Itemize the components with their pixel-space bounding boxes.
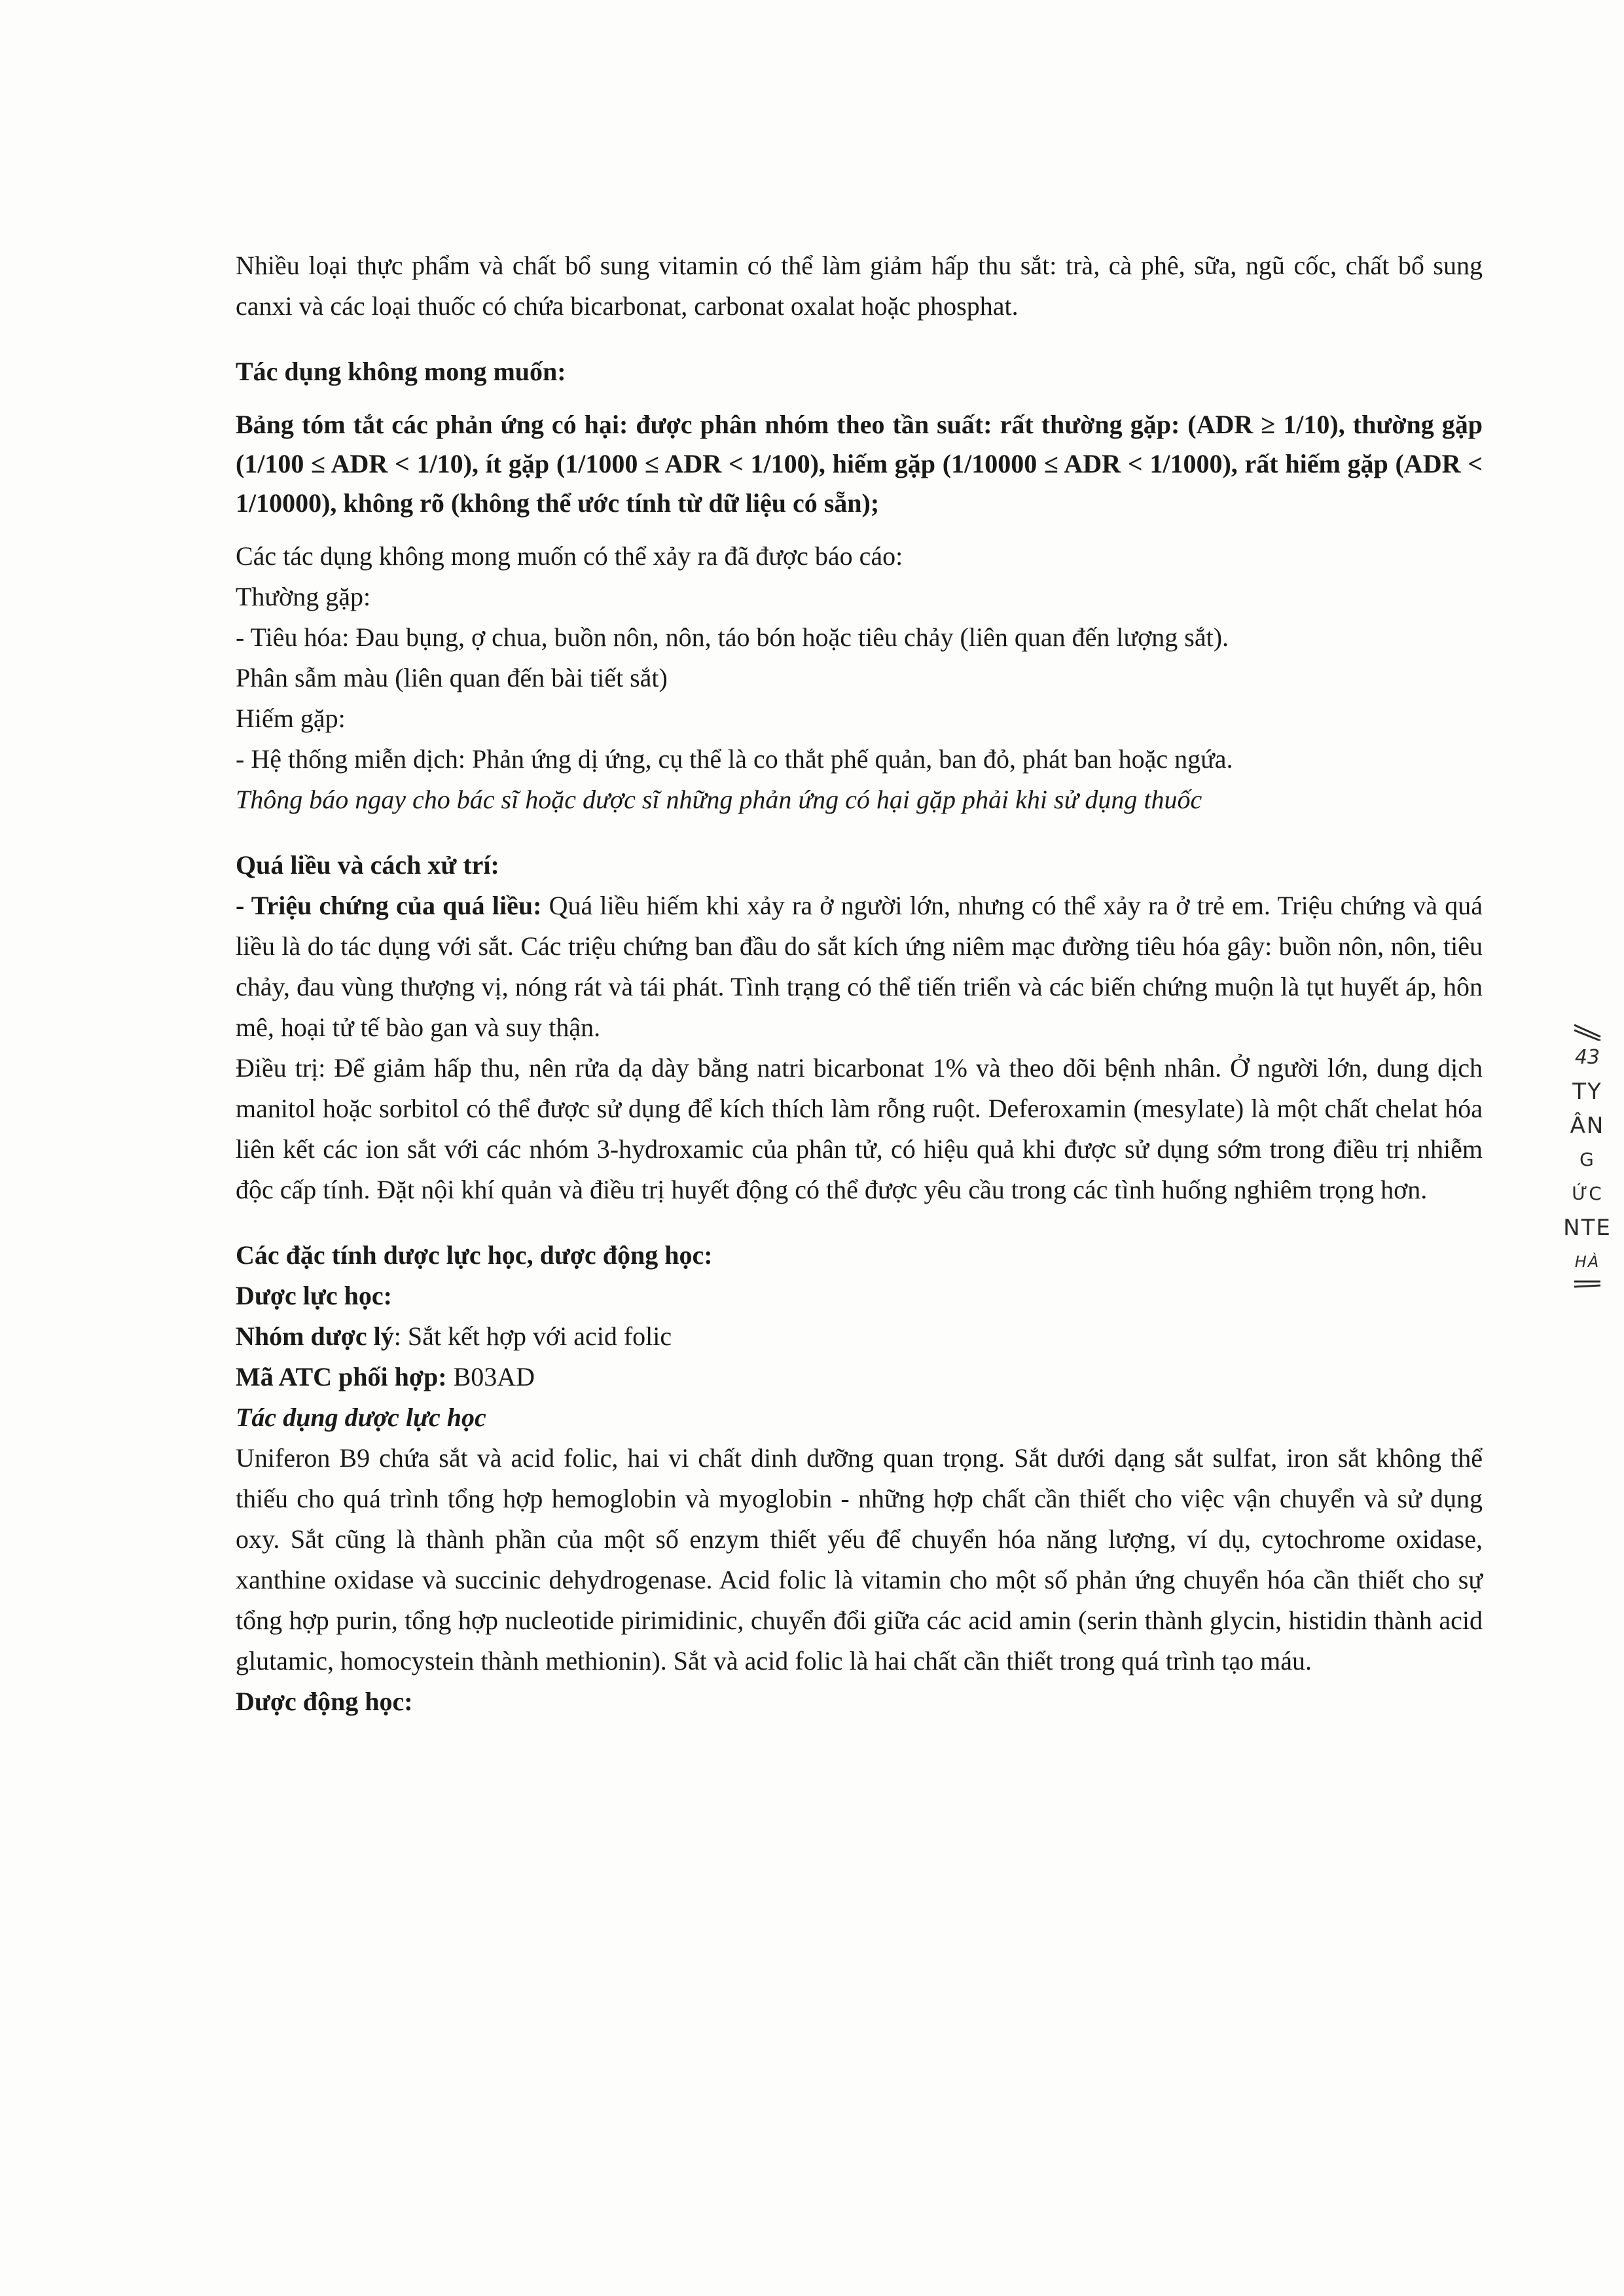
stamp-number: 43 [1574, 1046, 1600, 1069]
margin-stamp-fragment [1561, 1021, 1614, 1296]
stamp-text-line-1: TY [1572, 1079, 1602, 1105]
intro-paragraph: Nhiều loại thực phẩm và chất bổ sung vitamin có thể làm giảm hấp thu sắt: trà, cà phê, sữa, ngũ cốc, chất bổ sung canxi và các loại thuốc có chứa bicarbonat, carbonat oxalat hoặc phosphat. [236, 251, 1483, 321]
stamp-text-line-5: HÀ [1574, 1253, 1600, 1271]
pharmacodynamic-effect-text: Uniferon B9 chứa sắt và acid folic, hai vi chất dinh dưỡng quan trọng. Sắt dưới dạng sắt sulfat, iron sắt không thể thiếu cho quá trình tổng hợp hemoglobin và myoglobin - những hợp chất cần thiết cho việc vận chuyển và sử dụng oxy. Sắt cũng là thành phần của một số enzym thiết yếu để chuyển hóa năng lượng, ví dụ, cytochrome oxidase, xanthine oxidase và succinic dehydrogenase. Acid folic là vitamin cho một số phản ứng chuyển hóa cần thiết cho sự tổng hợp purin, tổng hợp nucleotide pirimidinic, chuyển đổi giữa các acid amin (serin thành glycin, histidin thành acid glutamic, homocystein thành methionin). Sắt và acid folic là hai chất cần thiết trong quá trình tạo máu. [236, 1443, 1483, 1676]
atc-code [236, 1357, 1483, 1397]
overdose-symptoms-text: Quá liều hiếm khi xảy ra ở người lớn, nhưng có thể xảy ra ở trẻ em. Triệu chứng và quá liều là do tác dụng với sắt. Các triệu chứng ban đầu do sắt kích ứng niêm mạc đường tiêu hóa gây: buồn nôn, nôn, tiêu chảy, đau vùng thượng vị, nóng rát và tái phát. Tình trạng có thể tiến triển và các biến chứng muộn là tụt huyết áp, hôn mê, hoại tử tế bào gan và suy thận. [236, 891, 1483, 1042]
pharmacological-group [236, 1316, 1483, 1357]
stamp-border-mark-bottom [1571, 1279, 1604, 1299]
common-stool-effect: Phân sẫm màu (liên quan đến bài tiết sắt) [236, 663, 668, 692]
atc-code-label: Mã ATC phối hợp: [236, 1362, 447, 1391]
common-label: Thường gặp: [236, 582, 371, 611]
atc-code-value: B03AD [446, 1362, 535, 1391]
overdose-heading: Quá liều và cách xử trí: [236, 850, 499, 880]
stamp-text-line-4: NTE [1563, 1215, 1612, 1241]
adr-frequency-summary: Bảng tóm tắt các phản ứng có hại: được phân nhóm theo tần suất: rất thường gặp: (ADR ≥ 1/10), thường gặp (1/100 ≤ ADR < 1/10), ít gặp (1/1000 ≤ ADR < 1/100), hiếm gặp (1/10000 ≤ ADR < 1/1000), rất hiếm gặp (ADR < 1/10000), không rõ (không thể ước tính từ dữ liệu có sẵn); [236, 410, 1483, 518]
rare-immune-effects: - Hệ thống miễn dịch: Phản ứng dị ứng, cụ thể là co thắt phế quản, ban đỏ, phát ban hoặc ngứa. [236, 744, 1233, 774]
pharmacology-heading: Các đặc tính dược lực học, dược động học: [236, 1240, 713, 1270]
pharmacodynamic-effect-heading: Tác dụng dược lực học [236, 1403, 486, 1432]
pharmacological-group-label: Nhóm dược lý [236, 1321, 394, 1351]
adverse-effects-heading: Tác dụng không mong muốn: [236, 357, 566, 386]
report-notice: Thông báo ngay cho bác sĩ hoặc dược sĩ những phản ứng có hại gặp phải khi sử dụng thuốc [236, 785, 1202, 814]
pharmacological-group-value: : Sắt kết hợp với acid folic [393, 1321, 672, 1351]
rare-label: Hiếm gặp: [236, 704, 346, 733]
document-body [236, 245, 1483, 1722]
common-gi-effects: - Tiêu hóa: Đau bụng, ợ chua, buồn nôn, nôn, táo bón hoặc tiêu chảy (liên quan đến lượng sắt). [236, 622, 1229, 652]
stamp-text-line-3: G ỨC [1572, 1149, 1603, 1204]
overdose-symptoms [236, 886, 1483, 1048]
overdose-treatment: Điều trị: Để giảm hấp thu, nên rửa dạ dày bằng natri bicarbonat 1% và theo dõi bệnh nhân. Ở người lớn, dung dịch manitol hoặc sorbitol có thể được sử dụng để kích thích làm rỗng ruột. Deferoxamin (mesylate) là một chất chelat hóa liên kết các ion sắt với các nhóm 3-hydroxamic của phân tử, có hiệu quả khi được sử dụng sớm trong điều trị nhiễm độc cấp tính. Đặt nội khí quản và điều trị huyết động có thể được yêu cầu trong các tình huống nghiêm trọng hơn. [236, 1053, 1483, 1204]
reported-effects-intro: Các tác dụng không mong muốn có thể xảy ra đã được báo cáo: [236, 541, 903, 571]
pharmacokinetics-heading: Dược động học: [236, 1687, 413, 1716]
pharmacodynamics-heading: Dược lực học: [236, 1281, 392, 1310]
stamp-text-line-2: ÂN [1570, 1113, 1605, 1139]
overdose-symptoms-label: - Triệu chứng của quá liều: [236, 891, 542, 920]
stamp-border-mark [1571, 1021, 1604, 1041]
